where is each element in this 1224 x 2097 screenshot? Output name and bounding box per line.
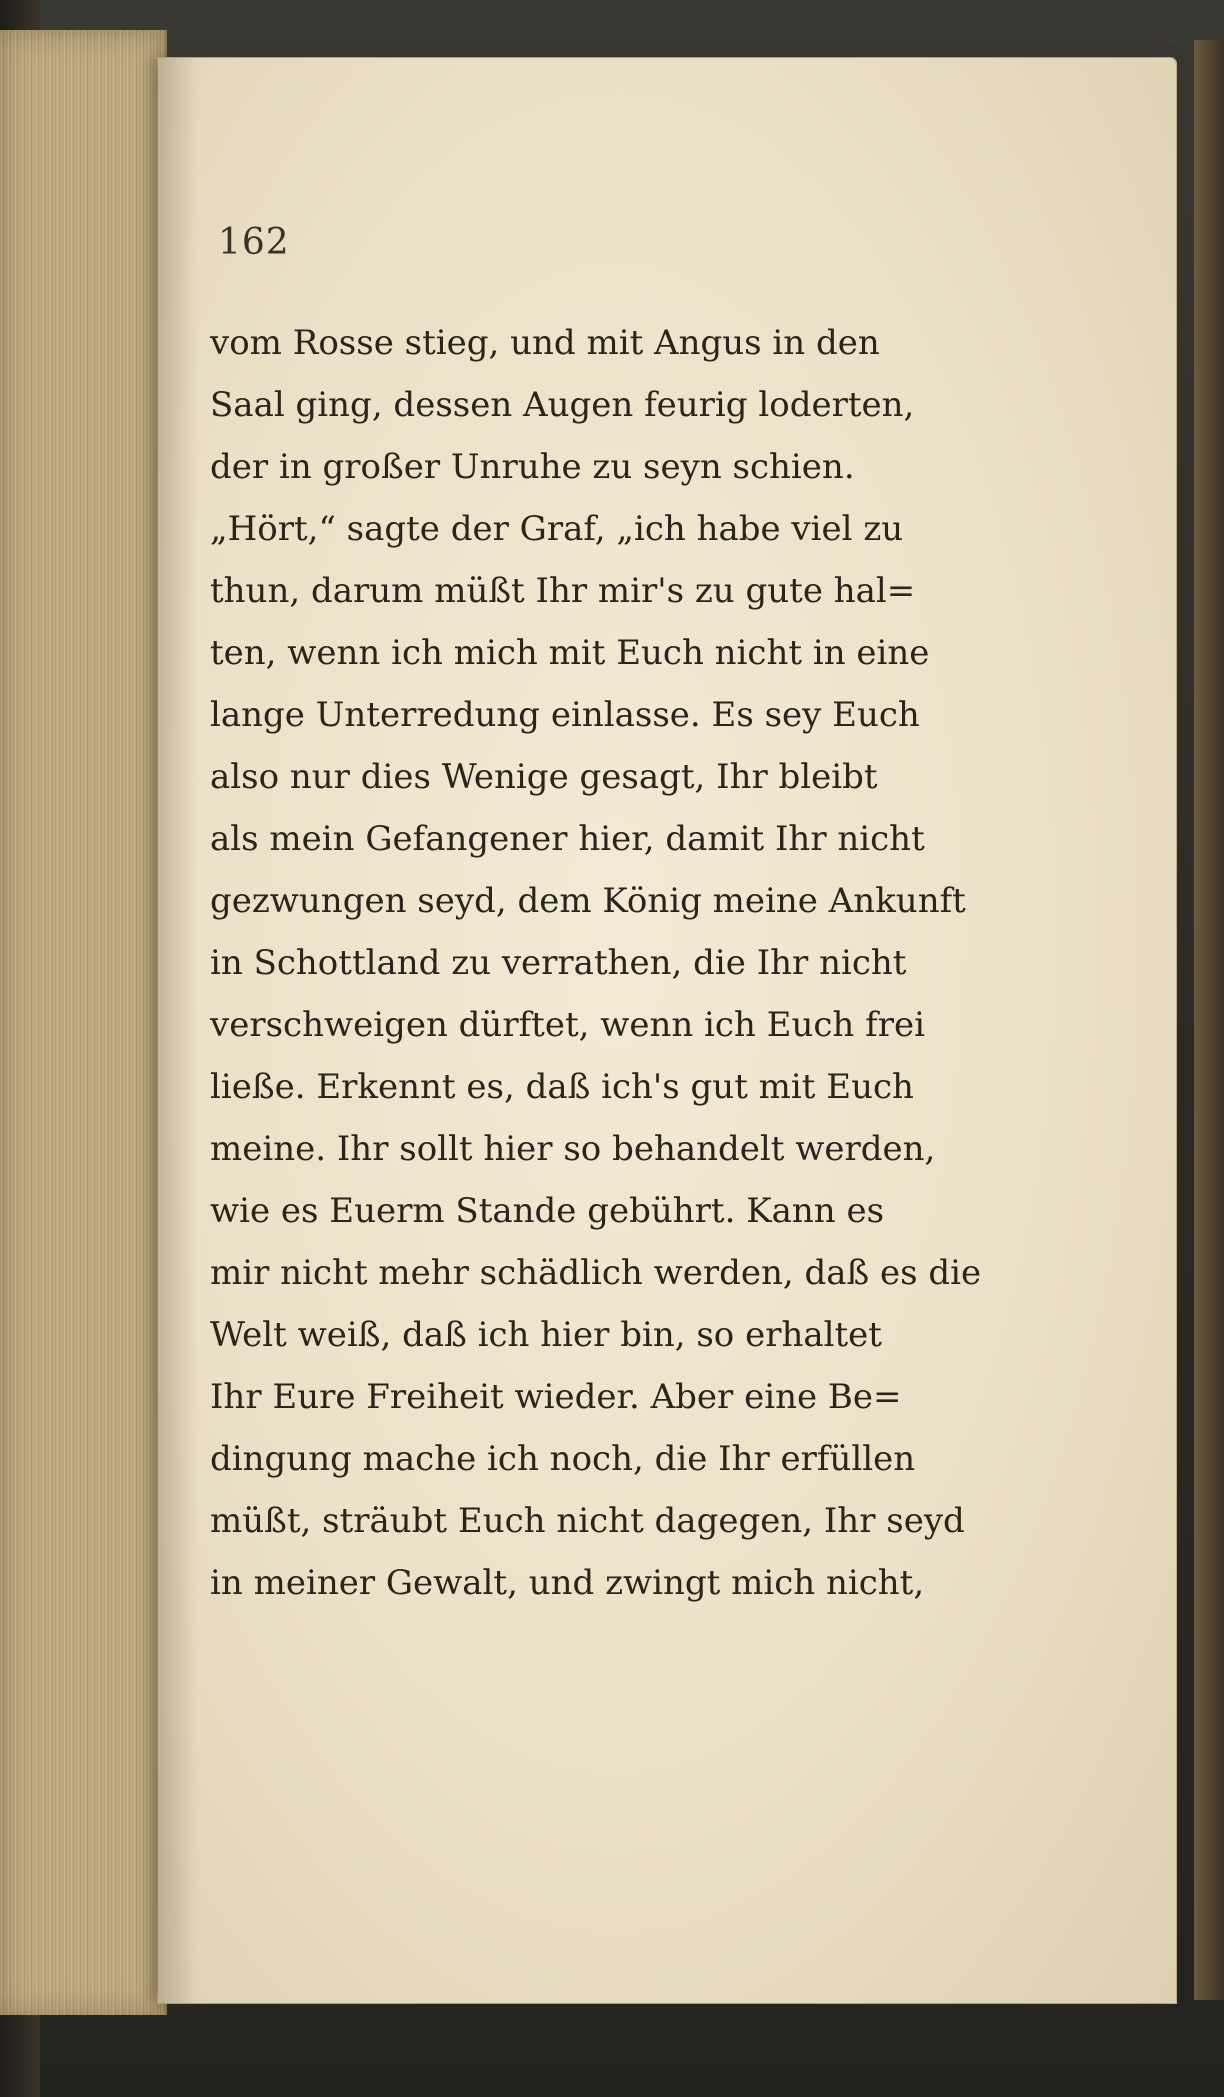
text-line: in meiner Gewalt, und zwingt mich nicht, xyxy=(210,1563,925,1603)
text-line: in Schottland zu verrathen, die Ihr nicht xyxy=(210,943,907,983)
text-line: mir nicht mehr schädlich werden, daß es die xyxy=(210,1253,982,1293)
text-line: der in großer Unruhe zu seyn schien. xyxy=(210,447,855,487)
text-line: verschweigen dürftet, wenn ich Euch frei xyxy=(210,1005,925,1045)
text-line: müßt, sträubt Euch nicht dagegen, Ihr seyd xyxy=(210,1501,965,1541)
book-cover-right xyxy=(1194,40,1224,2000)
text-line: wie es Euerm Stande gebührt. Kann es xyxy=(210,1191,885,1231)
text-line: gezwungen seyd, dem König meine Ankunft xyxy=(210,881,966,921)
text-line: als mein Gefangener hier, damit Ihr nicht xyxy=(210,819,925,859)
text-line: Welt weiß, daß ich hier bin, so erhaltet xyxy=(210,1315,882,1355)
text-line: ließe. Erkennt es, daß ich's gut mit Euch xyxy=(210,1067,914,1107)
text-line: Saal ging, dessen Augen feurig loderten, xyxy=(210,385,915,425)
text-line: vom Rosse stieg, und mit Angus in den xyxy=(210,323,880,363)
body-text xyxy=(210,312,982,1614)
text-line: Ihr Eure Freiheit wieder. Aber eine Be= xyxy=(210,1377,902,1417)
gutter-shadow xyxy=(158,58,198,2003)
text-line: also nur dies Wenige gesagt, Ihr bleibt xyxy=(210,757,878,797)
page-number: 162 xyxy=(218,222,290,263)
text-line: meine. Ihr sollt hier so behandelt werden, xyxy=(210,1129,936,1169)
text-line: ten, wenn ich mich mit Euch nicht in eine xyxy=(210,633,930,673)
text-line: „Hört,“ sagte der Graf, „ich habe viel zu xyxy=(210,509,904,549)
text-line: lange Unterredung einlasse. Es sey Euch xyxy=(210,695,920,735)
page-edges xyxy=(0,30,167,2015)
text-line: thun, darum müßt Ihr mir's zu gute hal= xyxy=(210,571,916,611)
text-line: dingung mache ich noch, die Ihr erfüllen xyxy=(210,1439,916,1479)
